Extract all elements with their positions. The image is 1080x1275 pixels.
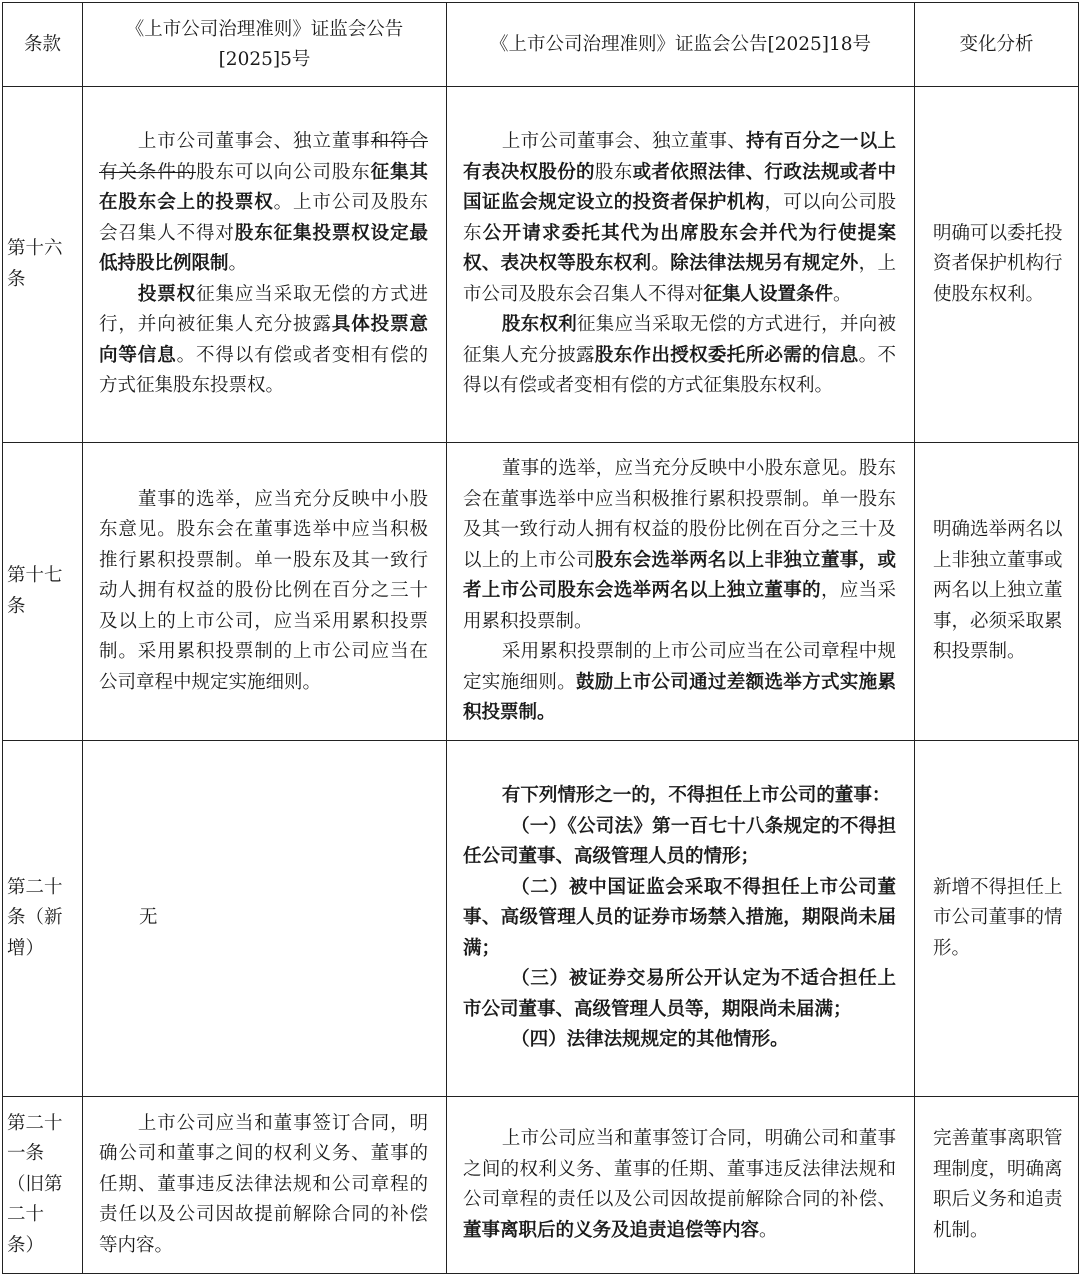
clause-line: 第二十 [7,876,63,898]
analysis-text: 明确可以委托投资者保护机构行使股东权利。 [933,222,1063,305]
comparison-table [2,2,1079,1274]
bold-text-run: 征集人设置条件 [703,283,834,305]
list-item: （一）《公司法》第一百七十八条规定的不得担任公司董事、高级管理人员的情形； [463,815,896,868]
text-run: ，可以向公司股东 [463,192,896,244]
text-run: 上市公司应当和董事签订合同，明确公司和董事之间的权利义务、董事的任期、董事违反法律法规和公司章程的责任以及公司因故提前解除合同的补偿、 [463,1128,896,1210]
text-run: 董事的选举，应当充分反映中小股东意见。股东会在董事选举中应当积极推行累积投票制。单一股东及其一致行动人拥有权益的股份比例在百分之三十及以上的上市公司 [463,458,896,571]
text-run: 上市公司应当和董事签订合同，明确公司和董事之间的权利义务、董事的任期、董事违反法律法规和公司章程的责任以及公司因故提前解除合同的补偿等内容。 [99,1112,428,1256]
clause-line: 条） [7,1234,45,1256]
old-text-cell [83,1097,447,1274]
new-paragraph [463,637,896,729]
clause-line: 增） [7,937,45,959]
list-item: （四）法律法规规定的其他情形。 [511,1029,789,1051]
header-row [3,3,1079,87]
old-paragraph [99,127,428,280]
clause-cell [3,1097,83,1274]
bold-text-run: 股东作出授权委托所必需的信息 [594,344,859,366]
clause-line: 第十七 [7,565,63,586]
header-old-rule: 《上市公司治理准则》证监会公告[2025]5号 [83,3,447,87]
clause-line: 条（新 [7,907,63,929]
table-row [3,1097,1079,1274]
text-run: 。 [651,253,671,275]
new-text-cell [447,1097,915,1274]
list-item: （二）被中国证监会采取不得担任上市公司董事、高级管理人员的证券市场禁入措施，期限尚未届满； [463,876,896,959]
text-run: 。不得以有偿或者变相有偿的方式征集股东投票权。 [99,344,428,397]
new-paragraph [463,454,896,637]
header-new-rule: 《上市公司治理准则》证监会公告[2025]18号 [447,3,915,87]
bold-text-run: 或者依照法律、行政法规或者中国证监会规定设立的投资者保护机构 [463,161,896,214]
new-paragraph [463,781,896,812]
text-run: 股东可以向公司股东 [196,161,371,183]
struck-text-run: 和符合有关条件的 [99,131,428,183]
text-run: 。上市公司及股东会召集人不得对 [99,192,428,244]
bold-text-run: 持有百分之一以上有表决权股份的 [463,131,896,183]
text-run: 股东 [594,161,633,183]
bold-text-run: 董事离职后的义务及追责追偿等内容 [463,1219,760,1241]
analysis-cell [915,1097,1079,1274]
table-row [3,87,1079,443]
analysis-cell [915,741,1079,1097]
text-run: 。不得以有偿或者变相有偿的方式征集股东权利。 [463,344,896,397]
clause-line: 二十 [7,1204,45,1226]
text-run: 征集应当采取无偿的方式进行，并向被征集人充分披露 [463,314,896,366]
text-run: 上市公司董事会、独立董事 [137,131,371,153]
text-run: 董事的选举，应当充分反映中小股东意见。股东会在董事选举中应当积极推行累积投票制。单一股东及其一致行动人拥有权益的股份比例在百分之三十及以上的上市公司，应当采用累积投票制。采用累积投票制的上市公司应当在公司章程中规定实施细则。 [99,488,428,693]
bold-text-run: 股东会选举两名以上非独立董事，或者上市公司股东会选举两名以上独立董事的 [463,549,896,602]
clause-line: 第十六 [7,238,63,259]
new-text-cell [447,741,915,1097]
new-paragraph [463,127,896,310]
clause-cell [3,87,83,443]
bold-text-run: 有下列情形之一的，不得担任上市公司的董事： [501,785,891,807]
list-item: （三）被证券交易所公开认定为不适合担任上市公司董事、高级管理人员等，期限尚未届满； [463,968,896,1020]
new-paragraph [463,1124,896,1246]
old-paragraph [99,280,428,402]
header-analysis: 变化分析 [915,3,1079,87]
text-run: 征集应当采取无偿的方式进行，并向被征集人充分披露 [99,283,428,336]
analysis-text: 明确选举两名以上非独立董事或两名以上独立董事，必须采取累积投票制。 [933,519,1063,663]
analysis-text: 完善董事离职管理制度，明确离职后义务和追责机制。 [933,1128,1063,1241]
clause-line: 条 [7,595,26,617]
text-run: 。 [228,253,248,275]
clause-line: （旧第 [7,1173,63,1195]
bold-text-run: 股东征集投票权设定最低持股比例限制 [99,222,428,275]
bold-text-run: 除法律法规另有规定外 [670,253,859,275]
bold-text-run: 鼓励上市公司通过差额选举方式实施累积投票制。 [463,671,896,724]
text-run: 。 [833,283,852,305]
text-run: 采用累积投票制的上市公司应当在公司章程中规定实施细则。 [463,641,896,693]
analysis-cell [915,87,1079,443]
clause-line: 条 [7,268,26,290]
clause-cell [3,741,83,1097]
new-text-cell [447,87,915,443]
table-row [3,443,1079,741]
analysis-text: 新增不得担任上市公司董事的情形。 [933,876,1063,959]
clause-line: 一条 [7,1143,45,1165]
old-paragraph [99,1109,428,1262]
bold-text-run: 具体投票意向等信息 [99,314,428,366]
old-paragraph [99,485,428,699]
bold-text-run: 公开请求委托其代为出席股东会并代为行使提案权、表决权等股东权利 [463,222,896,275]
analysis-cell [915,443,1079,741]
text-run: 。 [759,1219,778,1241]
clause-cell [3,443,83,741]
text-run: ，上市公司及股东会召集人不得对 [463,253,896,305]
old-text-cell [83,741,447,1097]
bold-text-run: 投票权 [137,283,197,305]
table-row [3,741,1079,1097]
text-run: 上市公司董事会、独立董事、 [501,131,747,153]
bold-text-run: 征集其在股东会上的投票权 [99,161,428,214]
clause-line: 第二十 [7,1112,63,1134]
no-content-text: 无 [139,907,158,929]
new-paragraph [463,310,896,402]
text-run: ，应当采用累积投票制。 [463,580,896,632]
new-text-cell [447,443,915,741]
old-text-cell [83,87,447,443]
header-clause: 条款 [3,3,83,87]
bold-text-run: 股东权利 [501,314,577,336]
old-text-cell [83,443,447,741]
